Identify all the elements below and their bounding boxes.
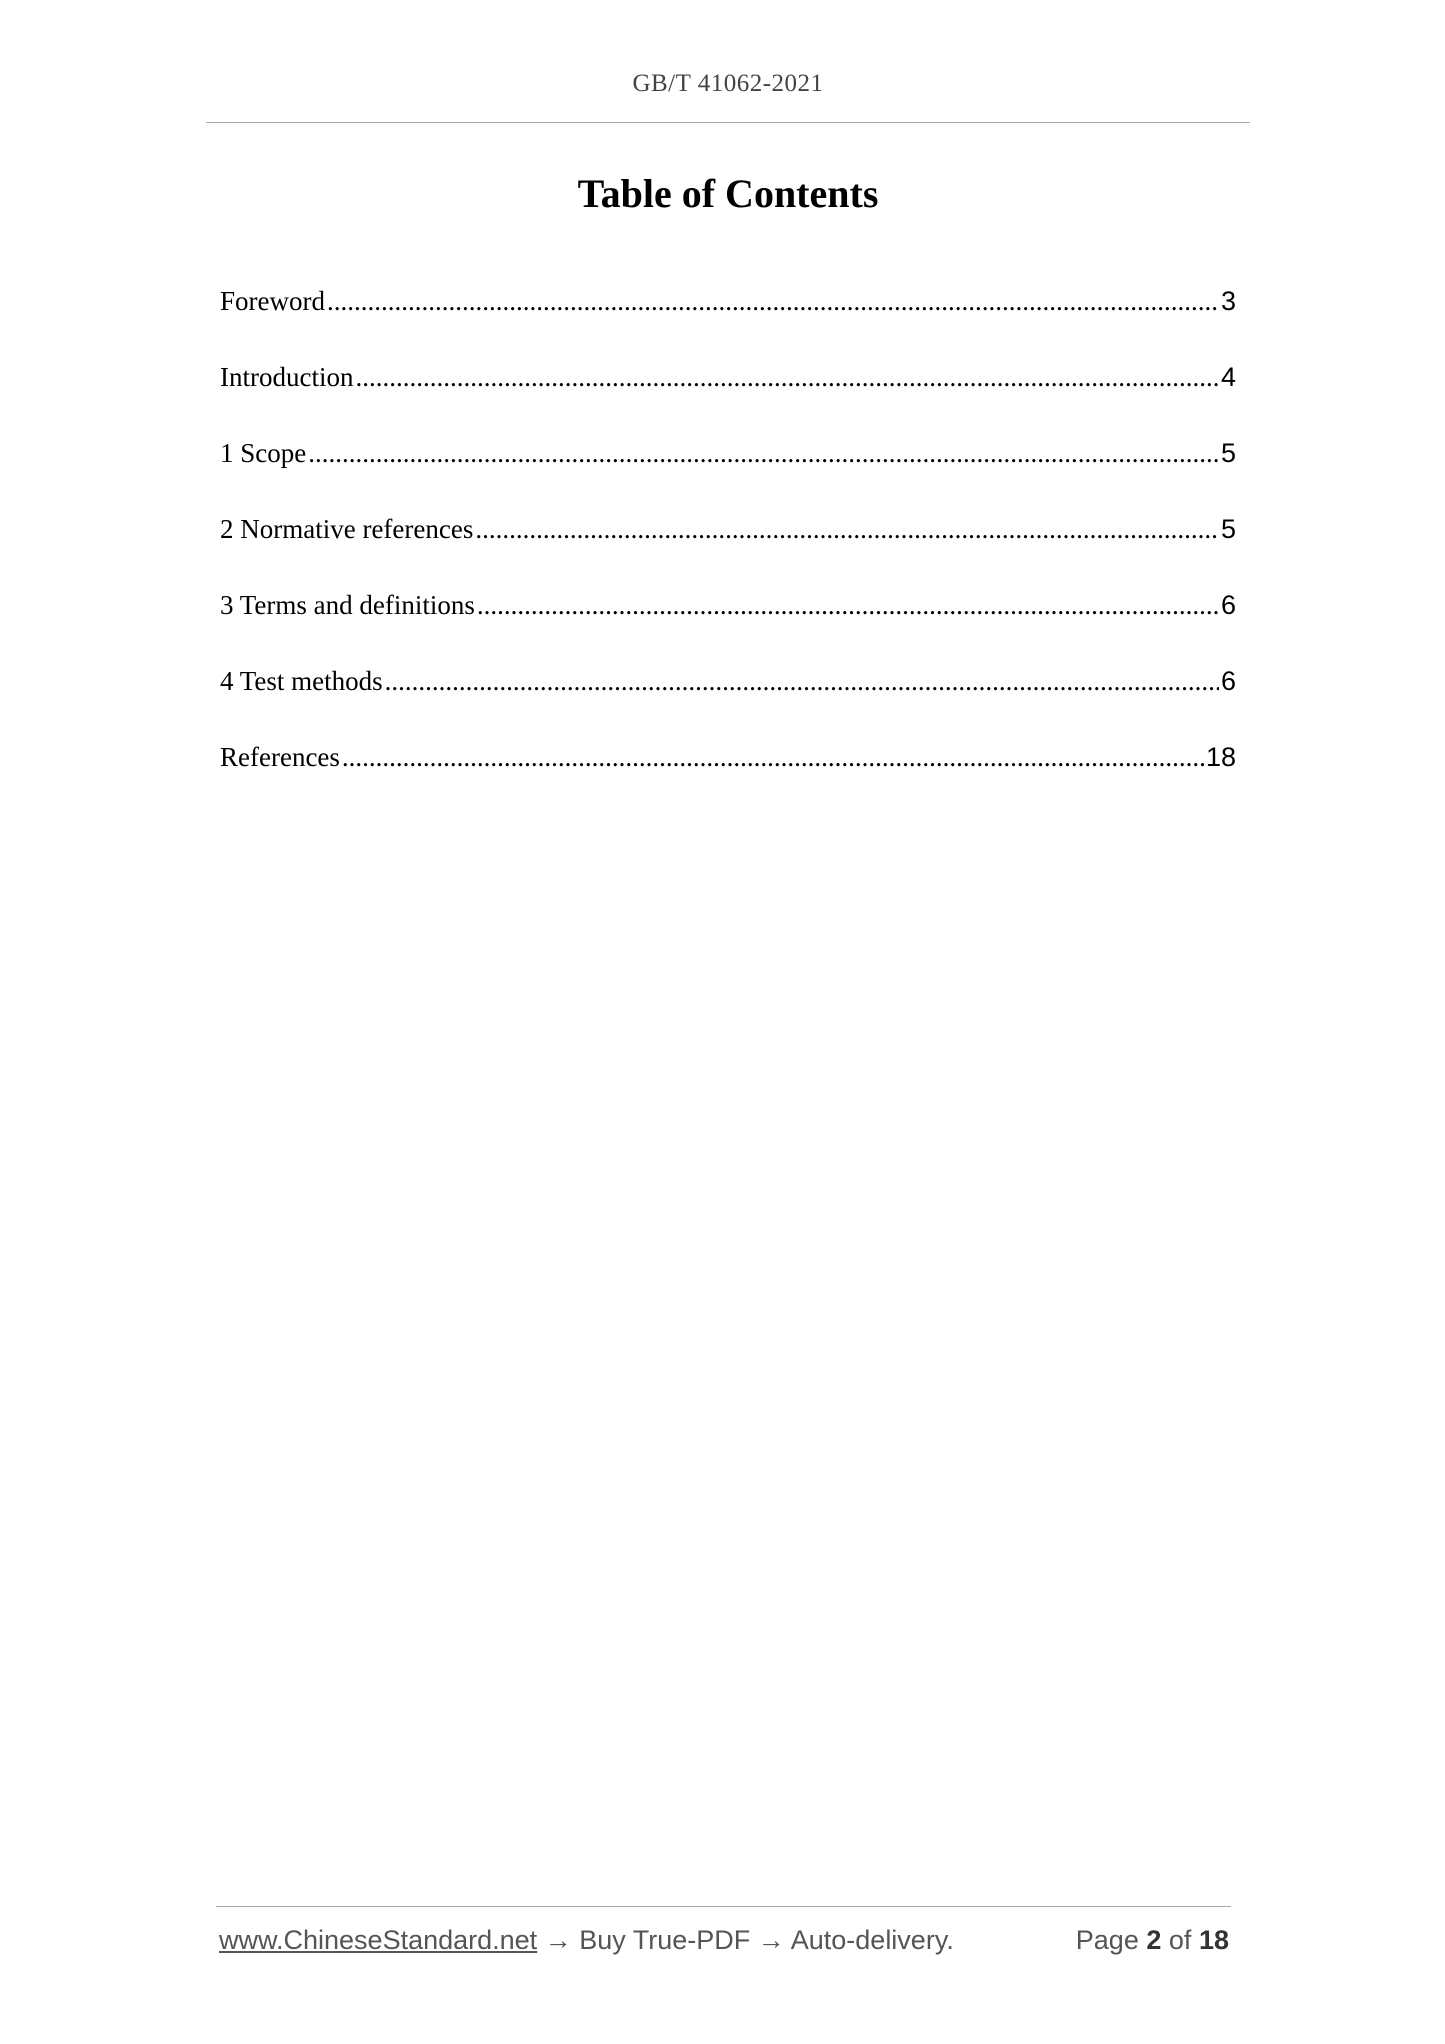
total-pages-number: 18 <box>1198 1925 1229 1955</box>
toc-leader-dots <box>475 514 1219 545</box>
toc-entry-page: 5 <box>1220 514 1236 544</box>
toc-entry-label: 3 Terms and definitions <box>220 590 475 620</box>
toc-entry-test-methods[interactable] <box>220 666 1236 742</box>
toc-entry-page: 6 <box>1220 666 1236 696</box>
toc-entry-label: 2 Normative references <box>220 514 474 544</box>
toc-entry-foreword[interactable] <box>220 286 1236 362</box>
toc-entry-scope[interactable] <box>220 438 1236 514</box>
toc-leader-dots <box>355 362 1218 393</box>
toc-entry-page: 3 <box>1220 286 1236 316</box>
toc-entry-introduction[interactable] <box>220 362 1236 438</box>
page-footer <box>219 1925 1229 1956</box>
toc-leader-dots <box>477 590 1219 621</box>
toc-list <box>220 286 1236 818</box>
toc-entry-terms-and-definitions[interactable] <box>220 590 1236 666</box>
standard-code: GB/T 41062-2021 <box>632 70 824 97</box>
promo-text: → Buy True-PDF → Auto-delivery. <box>537 1925 954 1955</box>
footer-divider <box>216 1906 1231 1907</box>
toc-entry-label: Introduction <box>220 362 354 392</box>
toc-leader-dots <box>385 666 1219 697</box>
toc-entry-page: 5 <box>1220 438 1236 468</box>
current-page-number: 2 <box>1146 1925 1162 1955</box>
toc-entry-label: Foreword <box>220 286 325 316</box>
toc-entry-label: 1 Scope <box>220 438 307 468</box>
toc-entry-label: References <box>220 742 340 772</box>
footer-promo <box>219 1925 954 1956</box>
toc-leader-dots <box>327 286 1219 317</box>
toc-entry-page: 18 <box>1205 742 1236 772</box>
running-header <box>206 70 1250 98</box>
toc-entry-page: 6 <box>1220 590 1236 620</box>
page-title: Table of Contents <box>577 171 879 216</box>
header-divider <box>206 122 1250 123</box>
toc-entry-normative-references[interactable] <box>220 514 1236 590</box>
site-link[interactable]: www.ChineseStandard.net <box>219 1925 538 1955</box>
of-word: of <box>1168 1925 1192 1955</box>
toc-leader-dots <box>342 742 1204 773</box>
toc-entry-page: 4 <box>1220 362 1236 392</box>
page-indicator <box>1076 1925 1229 1956</box>
toc-entry-references[interactable] <box>220 742 1236 818</box>
page-word: Page <box>1075 1925 1139 1955</box>
toc-leader-dots <box>308 438 1219 469</box>
toc-entry-label: 4 Test methods <box>220 666 383 696</box>
